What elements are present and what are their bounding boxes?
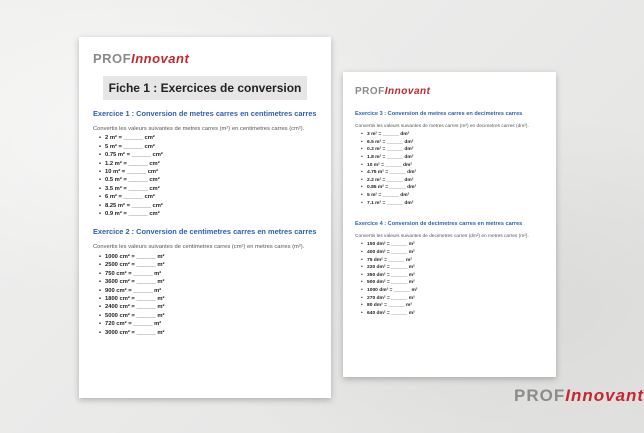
exercise-2-list: [93, 253, 319, 337]
exercise-1-title: Exercice 1 : Conversion de metres carres en centimetres carres: [93, 109, 317, 118]
brand-watermark: PROFInnovant: [514, 386, 644, 405]
exercise-2-instructions: Convertis les valeurs suivantes de centimetres carres (cm²) en metres carres (m²).: [93, 244, 305, 251]
list-item: • 4.75 m² = ______ dm²: [361, 169, 546, 177]
exercise-4-list: [355, 241, 546, 317]
list-item: • 500 dm² = ______ m²: [361, 279, 546, 287]
exercise-3-instructions: Convertis les valeurs suivantes de metres carres (m²) en decimetres carres (dm²).: [355, 124, 529, 129]
list-item: • 1.2 m² = ______ cm²: [99, 160, 319, 168]
exercise-1-list: [93, 134, 319, 218]
page-title: Fiche 1 : Exercices de conversion: [103, 76, 307, 100]
list-item: • 220 dm² = ______ m²: [361, 264, 546, 272]
list-item: • 0.5 m² = ______ cm²: [99, 176, 319, 184]
list-item: • 400 dm² = ______ m²: [361, 249, 546, 257]
exercise-4-title: Exercice 4 : Conversion de decimetres carres en metres carres: [355, 221, 523, 228]
list-item: • 7.1 m² = ______ dm²: [361, 200, 546, 208]
worksheet-page-2: [343, 72, 556, 377]
exercise-2-title: Exercice 2 : Conversion de centimetres carres en metres carres: [93, 227, 317, 237]
list-item: • 0.85 m² = ______ dm²: [361, 184, 546, 192]
exercise-1-instructions: Convertis les valeurs suivantes de metres carres (m²) en centimetres carres (cm²).: [93, 126, 305, 132]
list-item: • 2500 cm² = ______ m²: [99, 261, 319, 269]
list-item: • 3.5 m² = ______ cm²: [99, 185, 319, 193]
list-item: • 720 cm² = ______ m²: [99, 320, 319, 328]
list-item: • 6.5 m² = ______ dm²: [361, 139, 546, 147]
list-item: • 5 m² = ______ dm²: [361, 192, 546, 200]
list-item: • 2.2 m² = ______ dm²: [361, 177, 546, 185]
list-item: • 270 dm² = ______ m²: [361, 295, 546, 303]
list-item: • 2400 cm² = ______ m²: [99, 303, 319, 311]
list-item: • 750 cm² = ______ m²: [99, 270, 319, 278]
list-item: • 5000 cm² = ______ m²: [99, 312, 319, 320]
list-item: • 1000 dm² = ______ m²: [361, 287, 546, 295]
list-item: • 80 dm² = ______ m²: [361, 302, 546, 310]
list-item: • 5 m² = ______ cm²: [99, 143, 319, 151]
brand-logo: PROFInnovant: [355, 86, 431, 97]
list-item: • 6 m² = ______ cm²: [99, 193, 319, 201]
brand-logo: PROFInnovant: [93, 51, 190, 66]
list-item: • 1000 cm² = ______ m²: [99, 253, 319, 261]
list-item: • 75 dm² = ______ m²: [361, 257, 546, 265]
list-item: • 0.9 m² = ______ cm²: [99, 210, 319, 218]
list-item: • 3 m² = ______ dm²: [361, 131, 546, 139]
exercise-4-instructions: Convertis les valeurs suivantes de decimetres carres (dm²) en metres carres (m²).: [355, 234, 529, 240]
exercise-3-list: [355, 131, 546, 207]
list-item: • 900 cm² = ______ m²: [99, 287, 319, 295]
list-item: • 0.2 m² = ______ dm²: [361, 146, 546, 154]
list-item: • 0.75 m² = ______ cm²: [99, 151, 319, 159]
list-item: • 2 m² = ______ cm²: [99, 134, 319, 142]
list-item: • 1800 cm² = ______ m²: [99, 295, 319, 303]
list-item: • 3600 cm² = ______ m²: [99, 278, 319, 286]
list-item: • 350 dm² = ______ m²: [361, 272, 546, 280]
worksheet-page-1: [79, 37, 331, 398]
list-item: • 150 dm² = ______ m²: [361, 241, 546, 249]
list-item: • 640 dm² = ______ m²: [361, 310, 546, 318]
list-item: • 8.25 m² = ______ cm²: [99, 202, 319, 210]
list-item: • 10 m² = ______ dm²: [361, 162, 546, 170]
list-item: • 3000 cm² = ______ m²: [99, 329, 319, 337]
list-item: • 10 m² = ______ cm²: [99, 168, 319, 176]
list-item: • 1.8 m² = ______ dm²: [361, 154, 546, 162]
exercise-3-title: Exercice 3 : Conversion de metres carres en decimetres carres: [355, 111, 523, 117]
